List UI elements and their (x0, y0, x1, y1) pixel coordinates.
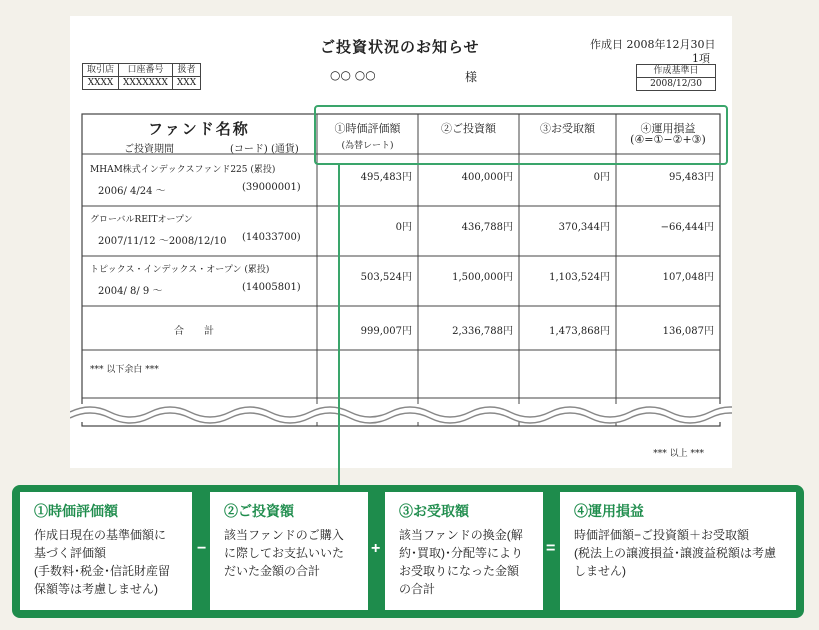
explanation-market-value (20, 492, 192, 610)
row1-period: 2006/ 4/24 〜 (98, 186, 166, 197)
row1-code: (39000001) (242, 182, 301, 193)
total-profit: 136,087円 (662, 326, 714, 337)
total-received: 1,473,868円 (549, 326, 610, 337)
explanation-investment (210, 492, 368, 610)
row2-market-value: 0円 (395, 222, 412, 233)
total-label: 合 計 (174, 326, 214, 337)
row2-received: 370,344円 (558, 222, 610, 233)
explanation-received-title: ③お受取額 (399, 503, 469, 519)
total-investment: 2,336,788円 (452, 326, 513, 337)
col-market-value-header: ①時価評価額 (334, 122, 401, 135)
remainder-note: *** 以下余白 *** (90, 365, 159, 375)
account-header: 口座番号 (119, 64, 173, 77)
end-note: *** 以上 *** (653, 449, 704, 459)
row3-fund-name: トピックス・インデックス・オープン (累投) (90, 265, 270, 275)
branch-value: XXXX (83, 77, 119, 90)
row2-fund-name: グローバルREITオープン (90, 215, 193, 225)
page-number: 1項 (692, 52, 710, 65)
branch-header: 取引店 (83, 64, 119, 77)
row1-fund-name: MHAM株式インデックスファンド225 (累投) (90, 165, 276, 175)
honorific: 様 (465, 70, 478, 84)
equals-operator: = (546, 540, 556, 557)
explanation-market-value-text: 作成日現在の基準価額に 基づく評価額 (手数料･税金･信託財産留 保額等は考慮しません) (34, 528, 170, 596)
plus-operator: + (371, 540, 381, 557)
row1-market-value: 495,483円 (360, 172, 412, 183)
row1-received: 0円 (593, 172, 610, 183)
base-date-label: 作成基準日 (637, 65, 716, 78)
col-received-header: ③お受取額 (540, 122, 595, 135)
created-date: 作成日 2008年12月30日 (590, 38, 716, 51)
customer-name: ○○ ○○ (330, 68, 376, 82)
col-market-value-sub: (為替レート) (341, 141, 394, 151)
account-value: XXXXXXX (119, 77, 173, 90)
handler-header: 扱者 (172, 64, 200, 77)
row2-profit: −66,444円 (660, 222, 714, 233)
explanation-profit (560, 492, 796, 610)
statement-document (70, 16, 732, 468)
explanation-received-text: 該当ファンドの換金(解 約･買取)･分配等により お受取りになった金額 の合計 (399, 528, 523, 596)
handler-value: XXX (172, 77, 200, 90)
row3-received: 1,103,524円 (549, 272, 610, 283)
col-profit-header: ④運用損益 (640, 122, 696, 135)
explanation-profit-title: ④運用損益 (574, 503, 644, 519)
connector-line (338, 163, 340, 487)
explanation-investment-text: 該当ファンドのご購入 に際してお支払いいた だいた金額の合計 (224, 528, 345, 578)
code-currency-header: (コード) (通貨) (230, 144, 299, 155)
row2-period: 2007/11/12 〜2008/12/10 (98, 236, 227, 247)
row1-profit: 95,483円 (669, 172, 714, 183)
row2-investment: 436,788円 (461, 222, 513, 233)
period-header: ご投資期間 (124, 144, 174, 155)
row3-market-value: 503,524円 (360, 272, 412, 283)
col-profit-sub: (④=①−②+③) (630, 133, 706, 146)
row3-investment: 1,500,000円 (452, 272, 513, 283)
total-market-value: 999,007円 (360, 326, 412, 337)
row1-investment: 400,000円 (461, 172, 513, 183)
fund-name-header: ファンド名称 (148, 120, 250, 138)
col-investment-header: ②ご投資額 (441, 122, 496, 135)
explanation-received (385, 492, 543, 610)
minus-operator: − (197, 540, 207, 557)
explanation-market-value-title: ①時価評価額 (34, 503, 118, 519)
highlight-frame (314, 105, 728, 165)
row3-profit: 107,048円 (662, 272, 714, 283)
document-title: ご投資状況のお知らせ (320, 38, 480, 56)
row3-period: 2004/ 8/ 9 〜 (98, 286, 163, 297)
base-date-value: 2008/12/30 (637, 78, 716, 91)
explanation-profit-text: 時価評価額−ご投資額＋お受取額 (税法上の譲渡損益･譲渡益税額は考慮 しません) (574, 528, 776, 578)
row3-code: (14005801) (242, 282, 301, 293)
row2-code: (14033700) (242, 232, 301, 243)
explanation-investment-title: ②ご投資額 (224, 503, 294, 519)
